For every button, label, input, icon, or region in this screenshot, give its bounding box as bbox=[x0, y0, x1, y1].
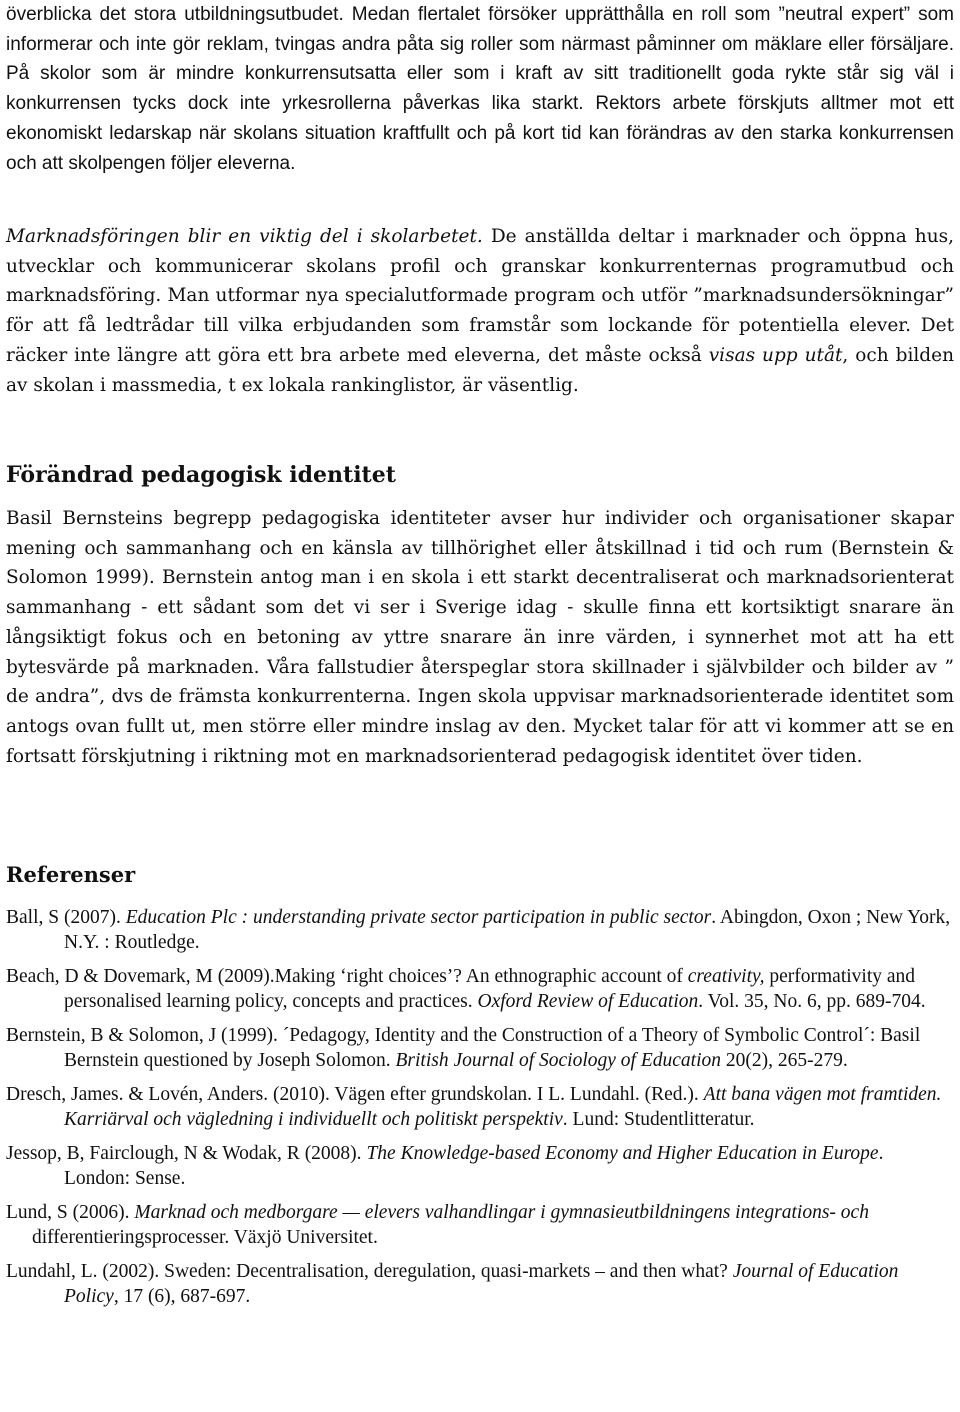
paragraph-pedagogical-identity: Basil Bernsteins begrepp pedagogiska identiteter avser hur individer och organisationer skapar mening och sammanhang och en känsla av tillhörighet eller åtskillnad i tid och rum (Bernstein & Solomon 1999). Bernstein antog man i en skola i ett starkt decentraliserat och marknadsorienterat sammanhang - ett sådant som det vi ser i Sverige idag - skulle finna ett kortsiktigt snarare än långsiktigt fokus och en betoning av yttre snarare än inre värden, i synnerhet mot att ha ett bytesvärde på marknaden. Våra fallstudier återspeglar stora skillnader i självbilder och bilder av ” de andra”, dvs de främsta konkurrenterna. Ingen skola uppvisar marknadsorienterade identitet som antogs ovan fullt ut, men större eller mindre inslag av den. Mycket talar för att vi kommer att se en fortsatt förskjutning i riktning mot en marknadsorienterad pedagogisk identitet över tiden. bbox=[6, 508, 954, 767]
reference-text: Beach, D & Dovemark, M (2009).Making ‘right choices’? An ethnographic account of bbox=[6, 966, 688, 987]
reference-text: Lund, S (2006). bbox=[6, 1202, 135, 1223]
references-heading: Referenser bbox=[6, 862, 136, 887]
italic-lead-sentence: Marknadsföringen blir en viktig del i skolarbetet. bbox=[6, 226, 483, 247]
reference-text: . Vol. 35, No. 6, pp. 689-704. bbox=[698, 991, 926, 1012]
paragraph-text: överblicka det stora utbildningsutbudet. Medan flertalet försöker upprätthålla en roll som ”neutral expert” som informerar och inte gör reklam, tvingas andra påta sig roller som närmast påminner om mäklare eller försäljare. På skolor som är mindre konkurrensutsatta eller som i kraft av sitt traditionellt goda rykte står sig väl i konkurrensen tycks dock inte yrkesrollerna påverkas lika starkt. Rektors arbete förskjuts alltmer mot ett ekonomiskt ledarskap när skolans situation kraftfullt och på kort tid kan förändras av den starka konkurrensen och att skolpengen följer eleverna. bbox=[6, 4, 954, 174]
reference-text: Bernstein, B & Solomon, J (1999). ´Pedagogy, Identity and the Construction of a Theory of Symbolic Control´: Basil Bernstein questioned by Joseph Solomon. bbox=[6, 1025, 921, 1071]
reference-journal: Journal of Education Policy bbox=[64, 1261, 899, 1307]
reference-text: 20(2), 265-279. bbox=[721, 1050, 848, 1071]
reference-title: Att bana vägen mot framtiden. Karriärval och vägledning i individuellt och politiskt perspektiv bbox=[64, 1084, 942, 1130]
reference-item bbox=[6, 1141, 954, 1191]
reference-item bbox=[6, 1082, 954, 1132]
reference-text: Lundahl, L. (2002). Sweden: Decentralisation, deregulation, quasi-markets – and then what? bbox=[6, 1261, 733, 1282]
italic-phrase: visas upp utåt bbox=[708, 344, 843, 366]
reference-text: . Lund: Studentlitteratur. bbox=[562, 1109, 755, 1130]
reference-item bbox=[6, 1023, 954, 1073]
reference-text: Dresch, James. & Lovén, Anders. (2010). Vägen efter grundskolan. I L. Lundahl. (Red.). bbox=[6, 1084, 704, 1105]
reference-text: Ball, S (2007). bbox=[6, 907, 126, 928]
reference-item bbox=[6, 1259, 954, 1309]
reference-item bbox=[6, 1200, 954, 1250]
reference-text: differentieringsprocesser. Växjö Universitet. bbox=[32, 1227, 378, 1248]
paragraph-text: De anställda deltar i marknader och öppna hus, utvecklar och kommunicerar skolans profil och granskar konkurrenternas programutbud och marknadsföring. Man utformar nya specialutformade program och utför ”marknadsundersökningar” för att få ledtrådar till vilka erbjudanden som framstår som lockande för potentiella elever. Det räcker inte längre att göra ett bra arbete med eleverna, det måste också bbox=[6, 226, 954, 366]
paragraph-marketing-school-work bbox=[6, 222, 954, 400]
reference-text: performativity and personalised learning policy, concepts and practices. bbox=[64, 966, 916, 1012]
reference-title: Education Plc : understanding private sector participation in public sector bbox=[125, 907, 712, 928]
reference-item bbox=[6, 905, 954, 955]
reference-journal: Oxford Review of Education bbox=[477, 991, 699, 1012]
reference-text: , 17 (6), 687-697. bbox=[113, 1286, 251, 1307]
paragraph-text: , och bilden av skolan i massmedia, t ex lokala rankinglistor, är väsentlig. bbox=[6, 344, 954, 396]
section-heading: Förändrad pedagogisk identitet bbox=[6, 462, 396, 488]
reference-title: The Knowledge-based Economy and Higher Education in Europe bbox=[366, 1143, 879, 1164]
reference-text: Jessop, B, Fairclough, N & Wodak, R (2008). bbox=[6, 1143, 367, 1164]
paragraph-marketing-roles bbox=[6, 0, 954, 178]
reference-text: . Abingdon, Oxon ; New York, N.Y. : Routledge. bbox=[64, 907, 951, 953]
reference-text: . London: Sense. bbox=[64, 1143, 884, 1189]
reference-list bbox=[6, 905, 954, 1318]
reference-title: Marknad och medborgare — elevers valhandlingar i gymnasieutbildningens integrations- och bbox=[134, 1202, 869, 1223]
reference-journal: British Journal of Sociology of Education bbox=[395, 1050, 721, 1071]
reference-item bbox=[6, 964, 954, 1014]
reference-title: creativity, bbox=[687, 966, 765, 987]
